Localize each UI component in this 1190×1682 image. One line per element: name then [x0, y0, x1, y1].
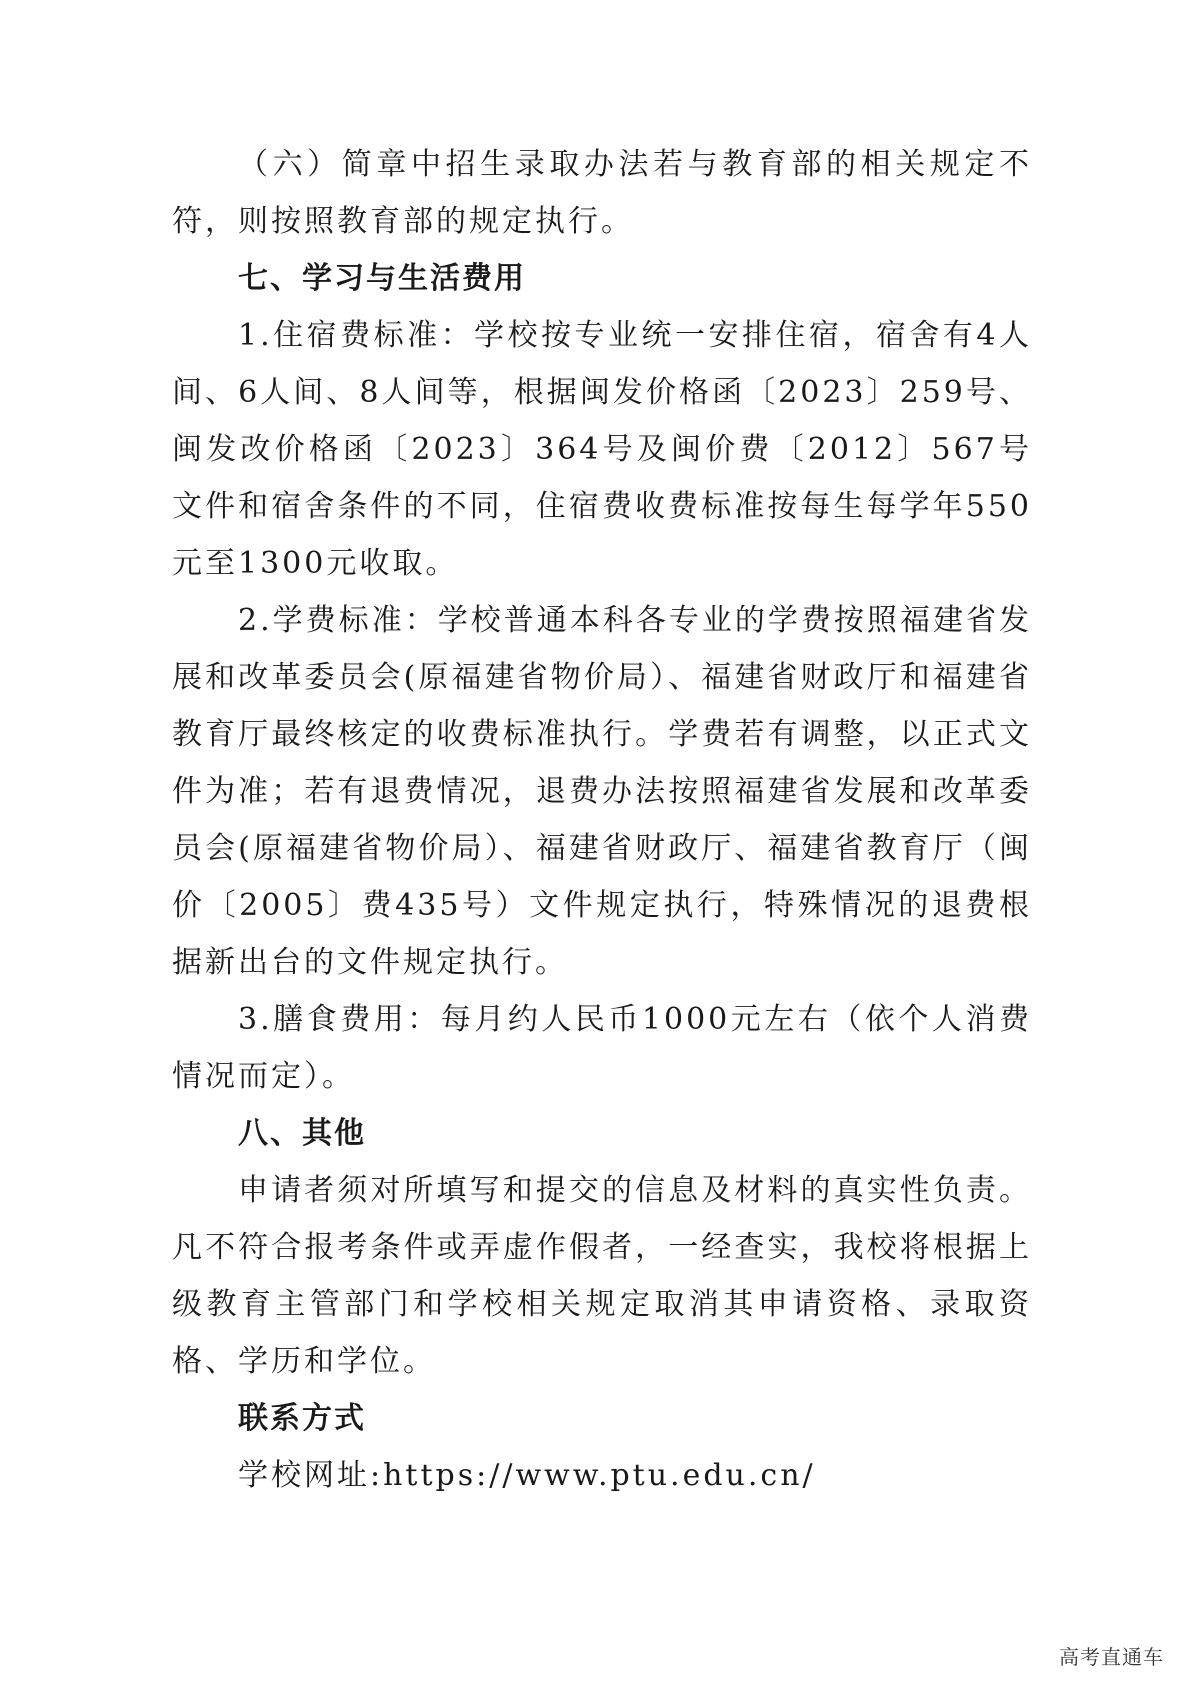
- paragraph-tuition-fee: 2.学费标准：学校普通本科各专业的学费按照福建省发展和改革委员会(原福建省物价局）、福建省财政厅和福建省教育厅最终核定的收费标准执行。学费若有调整，以正式文件为准；若有退费情况，退费办法按照福建省发展和改革委员会(原福建省物价局）、福建省财政厅、福建省教育厅（闽价〔2005〕费435号）文件规定执行，特殊情况的退费根据新出台的文件规定执行。: [172, 603, 1032, 980]
- paragraph-applicant-responsibility: 申请者须对所填写和提交的信息及材料的真实性负责。凡不符合报考条件或弄虚作假者，一经查实，我校将根据上级教育主管部门和学校相关规定取消其申请资格、录取资格、学历和学位。: [172, 1173, 1032, 1379]
- school-website: 学校网址:https://www.ptu.edu.cn/: [238, 1458, 816, 1493]
- watermark-text: 高考直通车: [1059, 1645, 1164, 1669]
- section-heading-other: 八、其他: [238, 1116, 366, 1151]
- paragraph-accommodation-fee: 1.住宿费标准：学校按专业统一安排住宿，宿舍有4人间、6人间、8人间等，根据闽发价格函〔2023〕259号、闽发改价格函〔2023〕364号及闽价费〔2012〕567号文件和宿舍条件的不同，住宿费收费标准按每生每学年550元至1300元收取。: [172, 318, 1032, 581]
- paragraph-meal-cost: 3.膳食费用：每月约人民币1000元左右（依个人消费情况而定）。: [172, 1002, 1032, 1094]
- contact-heading: 联系方式: [238, 1401, 366, 1436]
- paragraph-admission-rule: （六）简章中招生录取办法若与教育部的相关规定不符，则按照教育部的规定执行。: [172, 147, 1032, 239]
- section-heading-fees: 七、学习与生活费用: [238, 261, 526, 296]
- document-body: [172, 136, 1032, 1504]
